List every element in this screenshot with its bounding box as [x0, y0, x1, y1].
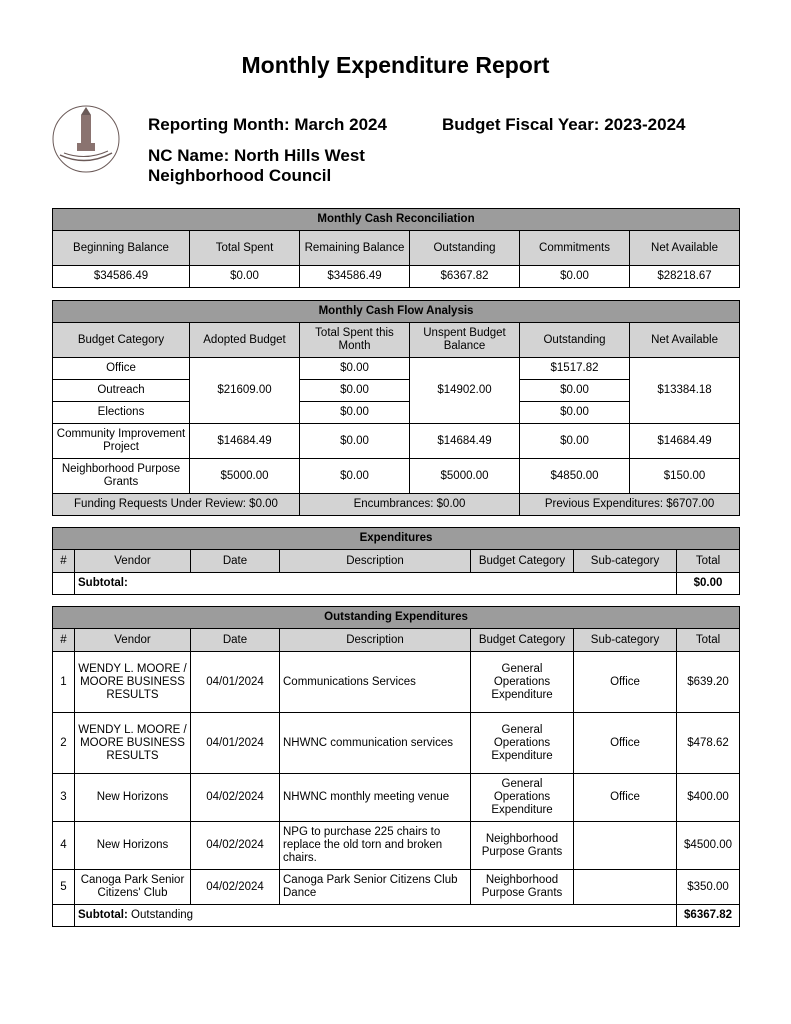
- budget-category-cell: Neighborhood Purpose Grants: [471, 822, 574, 870]
- spent-cell: $0.00: [300, 402, 410, 424]
- expenditures-table: [52, 527, 740, 595]
- table-cell: $0.00: [190, 266, 300, 288]
- section-title: Monthly Cash Reconciliation: [53, 209, 740, 231]
- column-header: Date: [191, 629, 280, 652]
- net-available-cell: $14684.49: [630, 424, 740, 459]
- encumbrances-summary: Encumbrances: $0.00: [300, 494, 520, 516]
- subcategory-cell: [574, 822, 677, 870]
- outstanding-expenditures-table: [52, 606, 740, 927]
- table-cell: $28218.67: [630, 266, 740, 288]
- column-header: Description: [280, 550, 471, 573]
- net-available-cell: $13384.18: [630, 358, 740, 424]
- table-row: [53, 822, 740, 870]
- vendor-cell: New Horizons: [75, 822, 191, 870]
- unspent-cell: $5000.00: [410, 459, 520, 494]
- column-header: Beginning Balance: [53, 231, 190, 266]
- budget-category-cell: General Operations Expenditure: [471, 774, 574, 822]
- cash-reconciliation-table: [52, 208, 740, 288]
- table-row: [53, 713, 740, 774]
- subtotal-value: $0.00: [677, 573, 740, 595]
- column-header: Vendor: [75, 550, 191, 573]
- column-header: Description: [280, 629, 471, 652]
- column-header: Outstanding: [520, 323, 630, 358]
- outstanding-cell: $0.00: [520, 380, 630, 402]
- column-header: Commitments: [520, 231, 630, 266]
- description-cell: Communications Services: [280, 652, 471, 713]
- column-header: Total: [677, 629, 740, 652]
- adopted-budget-cell: $14684.49: [190, 424, 300, 459]
- category-cell: Office: [53, 358, 190, 380]
- budget-category-cell: Neighborhood Purpose Grants: [471, 870, 574, 905]
- column-header: Unspent Budget Balance: [410, 323, 520, 358]
- column-header: Net Available: [630, 323, 740, 358]
- outstanding-cell: $4850.00: [520, 459, 630, 494]
- subtotal-label: Subtotal:: [75, 573, 677, 595]
- previous-expenditures-summary: Previous Expenditures: $6707.00: [520, 494, 740, 516]
- table-row: [53, 652, 740, 713]
- vendor-cell: Canoga Park Senior Citizens' Club: [75, 870, 191, 905]
- category-cell: Elections: [53, 402, 190, 424]
- subcategory-cell: Office: [574, 774, 677, 822]
- column-header: Total Spent: [190, 231, 300, 266]
- nc-name: NC Name: North Hills West Neighborhood Council: [148, 146, 365, 185]
- category-cell: Neighborhood Purpose Grants: [53, 459, 190, 494]
- city-clerk-seal-logo: [50, 103, 122, 175]
- date-cell: 04/02/2024: [191, 870, 280, 905]
- column-header: #: [53, 629, 75, 652]
- category-cell: Community Improvement Project: [53, 424, 190, 459]
- unspent-cell: $14902.00: [410, 358, 520, 424]
- net-available-cell: $150.00: [630, 459, 740, 494]
- row-number: 2: [53, 713, 75, 774]
- total-cell: $4500.00: [677, 822, 740, 870]
- table-cell: $6367.82: [410, 266, 520, 288]
- date-cell: 04/02/2024: [191, 774, 280, 822]
- unspent-cell: $14684.49: [410, 424, 520, 459]
- description-cell: NPG to purchase 225 chairs to replace the old torn and broken chairs.: [280, 822, 471, 870]
- column-header: Adopted Budget: [190, 323, 300, 358]
- vendor-cell: WENDY L. MOORE / MOORE BUSINESS RESULTS: [75, 713, 191, 774]
- column-header: Date: [191, 550, 280, 573]
- section-title: Monthly Cash Flow Analysis: [53, 301, 740, 323]
- total-cell: $478.62: [677, 713, 740, 774]
- column-header: Outstanding: [410, 231, 520, 266]
- spent-cell: $0.00: [300, 459, 410, 494]
- column-header: Budget Category: [471, 629, 574, 652]
- column-header: Total: [677, 550, 740, 573]
- funding-requests-summary: Funding Requests Under Review: $0.00: [53, 494, 300, 516]
- total-cell: $639.20: [677, 652, 740, 713]
- section-title: Outstanding Expenditures: [53, 607, 740, 629]
- adopted-budget-cell: $5000.00: [190, 459, 300, 494]
- subtotal-label: Subtotal: Outstanding: [75, 905, 677, 927]
- description-cell: NHWNC monthly meeting venue: [280, 774, 471, 822]
- table-cell: [53, 573, 75, 595]
- column-header: Budget Category: [53, 323, 190, 358]
- description-cell: NHWNC communication services: [280, 713, 471, 774]
- spent-cell: $0.00: [300, 380, 410, 402]
- outstanding-cell: $0.00: [520, 424, 630, 459]
- subcategory-cell: Office: [574, 713, 677, 774]
- page-title: Monthly Expenditure Report: [241, 52, 550, 78]
- row-number: 4: [53, 822, 75, 870]
- column-header: Vendor: [75, 629, 191, 652]
- fiscal-year: Budget Fiscal Year: 2023-2024: [442, 115, 686, 134]
- column-header: Sub-category: [574, 629, 677, 652]
- spent-cell: $0.00: [300, 424, 410, 459]
- table-row: [53, 870, 740, 905]
- column-header: Remaining Balance: [300, 231, 410, 266]
- vendor-cell: New Horizons: [75, 774, 191, 822]
- row-number: 3: [53, 774, 75, 822]
- column-header: Sub-category: [574, 550, 677, 573]
- budget-category-cell: General Operations Expenditure: [471, 713, 574, 774]
- description-cell: Canoga Park Senior Citizens Club Dance: [280, 870, 471, 905]
- subtotal-value: $6367.82: [677, 905, 740, 927]
- date-cell: 04/01/2024: [191, 652, 280, 713]
- row-number: 5: [53, 870, 75, 905]
- column-header: Total Spent this Month: [300, 323, 410, 358]
- table-cell: [53, 905, 75, 927]
- column-header: Budget Category: [471, 550, 574, 573]
- budget-category-cell: General Operations Expenditure: [471, 652, 574, 713]
- date-cell: 04/01/2024: [191, 713, 280, 774]
- subcategory-cell: [574, 870, 677, 905]
- category-cell: Outreach: [53, 380, 190, 402]
- adopted-budget-cell: $21609.00: [190, 358, 300, 424]
- table-cell: $34586.49: [53, 266, 190, 288]
- date-cell: 04/02/2024: [191, 822, 280, 870]
- table-cell: $34586.49: [300, 266, 410, 288]
- table-cell: $0.00: [520, 266, 630, 288]
- row-number: 1: [53, 652, 75, 713]
- total-cell: $350.00: [677, 870, 740, 905]
- subcategory-cell: Office: [574, 652, 677, 713]
- outstanding-cell: $0.00: [520, 402, 630, 424]
- vendor-cell: WENDY L. MOORE / MOORE BUSINESS RESULTS: [75, 652, 191, 713]
- cash-flow-table: [52, 300, 740, 516]
- spent-cell: $0.00: [300, 358, 410, 380]
- section-title: Expenditures: [53, 528, 740, 550]
- table-row: [53, 774, 740, 822]
- column-header: #: [53, 550, 75, 573]
- outstanding-cell: $1517.82: [520, 358, 630, 380]
- column-header: Net Available: [630, 231, 740, 266]
- reporting-month: Reporting Month: March 2024: [148, 115, 387, 134]
- total-cell: $400.00: [677, 774, 740, 822]
